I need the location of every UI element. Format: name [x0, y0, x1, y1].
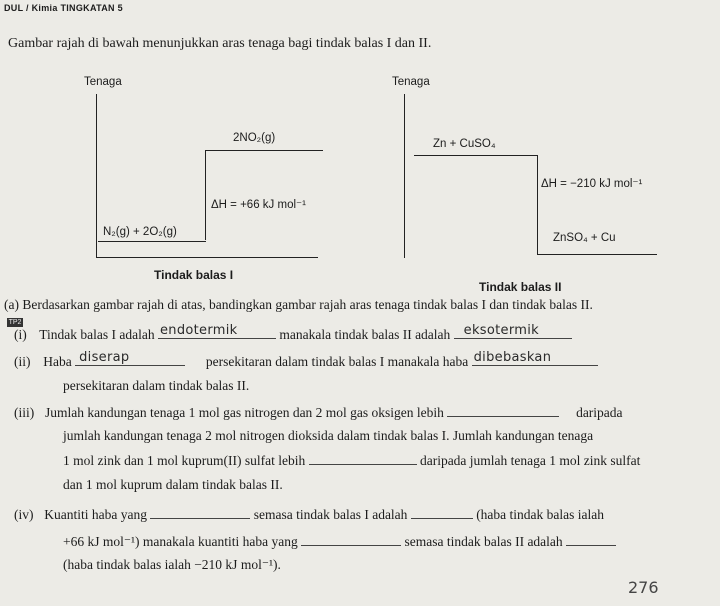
q4-blank-3[interactable]	[301, 533, 401, 546]
q2-text-2: persekitaran dalam tindak balas I manakala haba	[205, 354, 469, 369]
question-a-ii	[14, 350, 598, 370]
q3-blank-1[interactable]	[447, 404, 559, 417]
q3-line-3-end: daripada jumlah tenaga 1 mol zink sulfat	[419, 453, 641, 468]
q1-answer-1: endotermik	[160, 323, 238, 338]
diagram1-axis-label: Tenaga	[84, 76, 122, 88]
q3-line-3: 1 mol zink dan 1 mol kuprum(II) sulfat lebih	[63, 453, 306, 468]
q2-text-1: Haba	[43, 354, 72, 369]
caption-reaction-1: Tindak balas I	[154, 268, 234, 282]
q3-blank-2[interactable]	[309, 452, 417, 465]
q3-label: (iii)	[14, 405, 35, 420]
diagram1-reactant: N₂(g) + 2O₂(g)	[103, 226, 177, 238]
q4-blank-1[interactable]	[150, 506, 250, 519]
q2-answer-2-field[interactable]	[472, 350, 598, 366]
q1-text-2: manakala tindak balas II adalah	[279, 327, 451, 342]
diagram1-reactant-level	[98, 241, 206, 242]
q4-line-2-row	[63, 533, 616, 550]
q4-blank-2[interactable]	[411, 506, 473, 519]
q3-line-4: dan 1 mol kuprum dalam tindak balas II.	[63, 477, 283, 492]
diagram1-baseline	[96, 257, 318, 258]
diagram2-delta-h-arrow	[537, 155, 538, 255]
diagram2-axis-label: Tenaga	[392, 76, 430, 88]
page-number: 276	[628, 578, 659, 597]
diagram2-energy-axis	[404, 94, 405, 258]
q2-label: (ii)	[14, 354, 31, 369]
q3-line-1-end: daripada	[576, 405, 623, 420]
q2-answer-1: diserap	[79, 350, 130, 365]
intro-text: Gambar rajah di bawah menunjukkan aras tenaga bagi tindak balas I dan II.	[8, 36, 432, 51]
q4-blank-4[interactable]	[566, 533, 616, 546]
q4-line-2a: +66 kJ mol⁻¹) manakala kuantiti haba yang	[63, 534, 298, 549]
caption-reaction-2: Tindak balas II	[479, 280, 562, 294]
q4-line-1c: (haba tindak balas ialah	[476, 507, 605, 522]
diagram2-reactant: Zn + CuSO₄	[433, 138, 496, 150]
q1-text-1: Tindak balas I adalah	[39, 327, 155, 342]
q4-line-1a: Kuantiti haba yang	[44, 507, 147, 522]
q2-answer-2: dibebaskan	[473, 350, 552, 365]
q4-label: (iv)	[14, 507, 34, 522]
q1-label: (i)	[14, 327, 27, 342]
question-a-iii	[14, 404, 623, 421]
diagram1-product-level	[205, 150, 323, 151]
question-a-iv	[14, 506, 604, 523]
diagram2-product-level	[537, 254, 657, 255]
q4-line-1b: semasa tindak balas I adalah	[253, 507, 408, 522]
diagram2-reactant-level	[414, 155, 538, 156]
q4-line-2b: semasa tindak balas II adalah	[404, 534, 563, 549]
diagram1-delta-h: ΔH = +66 kJ mol⁻¹	[211, 199, 306, 211]
q4-line-3: (haba tindak balas ialah −210 kJ mol⁻¹).	[63, 557, 281, 572]
diagram1-product: 2NO₂(g)	[233, 132, 276, 144]
diagram1-energy-axis	[96, 94, 97, 258]
diagram1-delta-h-arrow	[205, 150, 206, 240]
q1-answer-2: eksotermik	[463, 323, 539, 338]
q3-line-3-row	[63, 452, 640, 469]
q2-text-3: persekitaran dalam tindak balas II.	[63, 378, 250, 393]
question-a-i	[14, 323, 572, 343]
page-header: DUL / Kimia TINGKATAN 5	[4, 3, 123, 13]
diagram2-delta-h: ΔH = −210 kJ mol⁻¹	[541, 178, 643, 190]
q3-line-2: jumlah kandungan tenaga 2 mol nitrogen dioksida dalam tindak balas I. Jumlah kandungan tenaga	[63, 428, 594, 443]
q2-answer-1-field[interactable]	[75, 350, 185, 366]
q1-answer-1-field[interactable]	[158, 323, 276, 339]
tp2-badge: TP2	[8, 319, 22, 326]
question-a: (a) Berdasarkan gambar rajah di atas, bandingkan gambar rajah aras tenaga tindak balas I dan tindak balas II.	[4, 297, 593, 312]
q3-line-1: Jumlah kandungan tenaga 1 mol gas nitrogen dan 2 mol gas oksigen lebih	[45, 405, 444, 420]
diagram2-product: ZnSO₄ + Cu	[553, 232, 616, 244]
q1-answer-2-field[interactable]	[454, 323, 572, 339]
